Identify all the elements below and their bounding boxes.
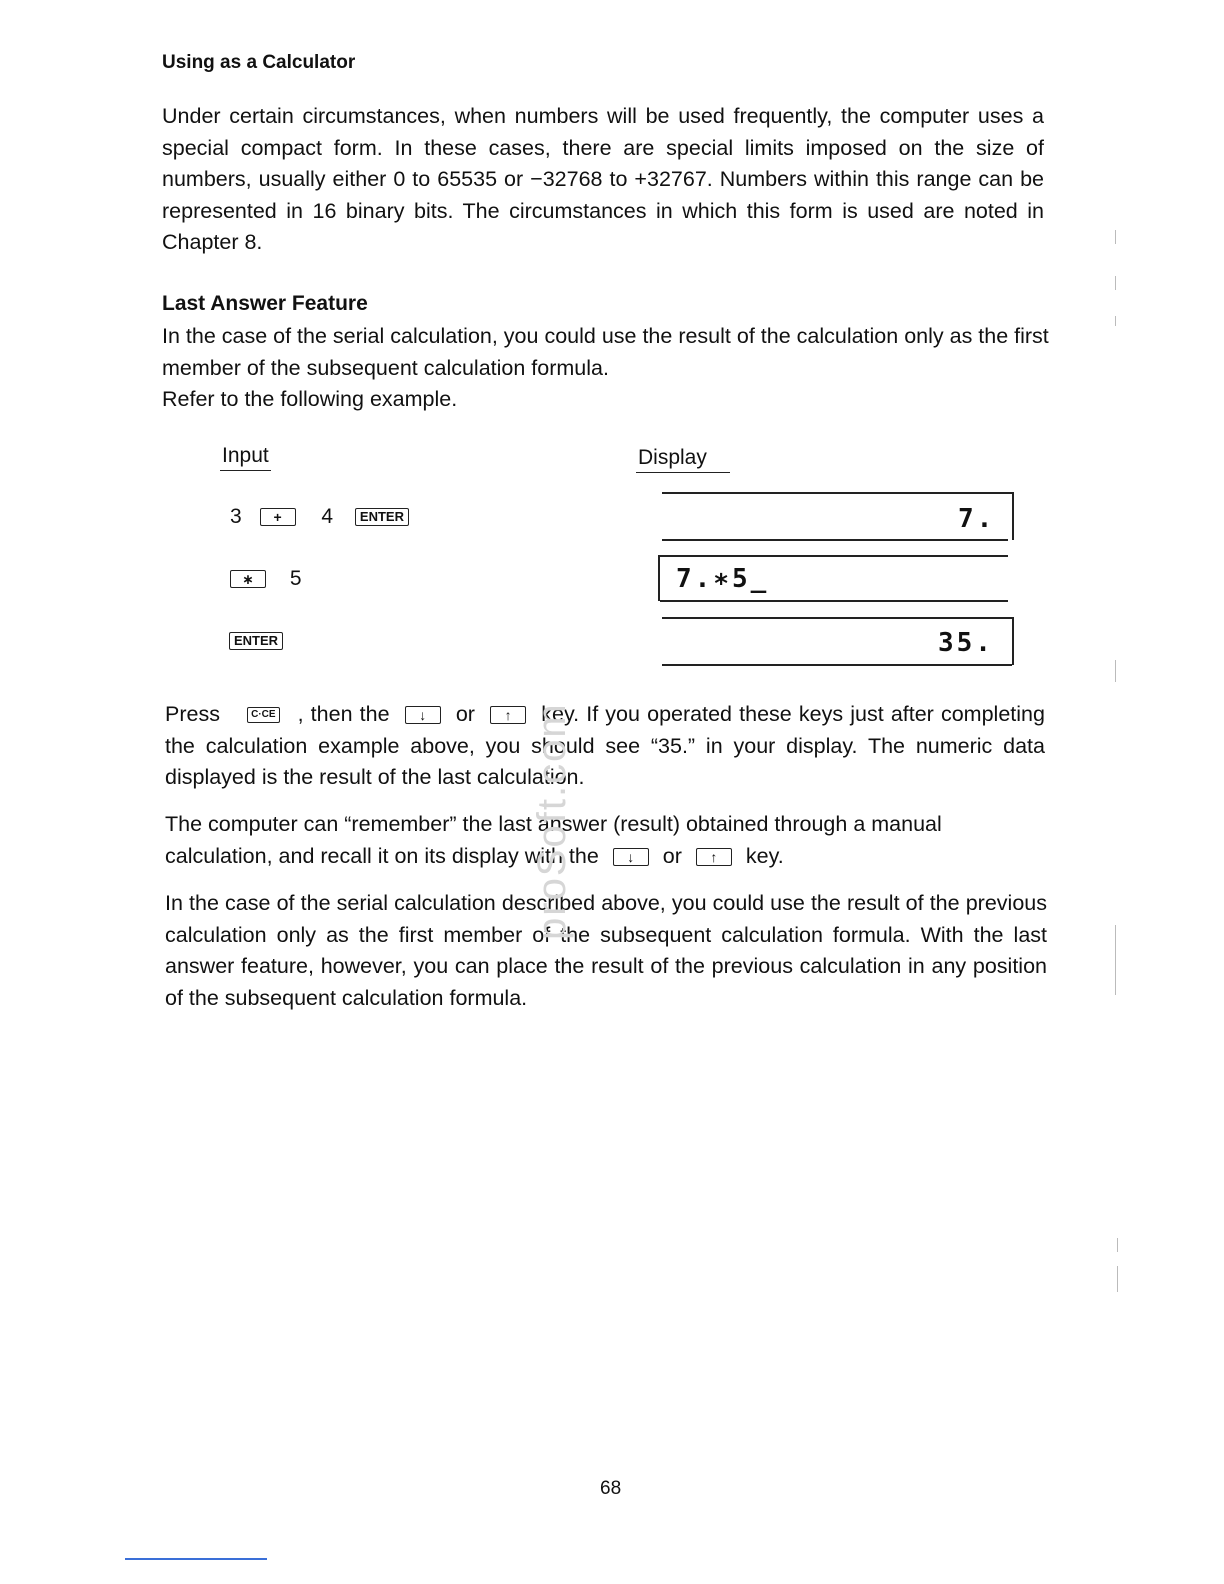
display-value: 35.: [938, 628, 994, 658]
plus-key: +: [260, 508, 296, 526]
display-header: Display: [636, 446, 730, 473]
then-the-text: , then the: [297, 702, 390, 726]
press-word: Press: [165, 702, 220, 726]
watermark: proSoft.com: [530, 702, 574, 940]
down-arrow-key: ↓: [405, 706, 441, 724]
section-title: Using as a Calculator: [162, 52, 356, 73]
final-paragraph: In the case of the serial calculation described above, you could use the result of the previous calculation only as the first member of the subsequent calculation formula. With the last answer feature, however, you can place the result of the previous calculation in any position of the subsequent calculation formula.: [165, 891, 1047, 1010]
up-arrow-key: ↑: [490, 706, 526, 724]
example-input-row-3: [229, 629, 283, 653]
or-text: or: [662, 843, 682, 868]
display-value: 7.∗5_: [676, 564, 770, 594]
enter-key: ENTER: [229, 632, 283, 650]
clear-key: C·CE: [247, 707, 279, 723]
subsection-title: Last Answer Feature: [162, 292, 368, 315]
remember-paragraph: [165, 809, 1050, 872]
press-paragraph: [165, 699, 1045, 794]
page-number: 68: [600, 1478, 622, 1499]
press-rest-text: key. If you operated these keys just after completing the calculation example above, you should see “35.” in your display. The numeric data displayed is the result of the last calculation.: [165, 702, 1045, 789]
example-input-row-1: [230, 505, 409, 529]
or-text: or: [455, 702, 475, 726]
feature-intro-line: Refer to the following example.: [162, 387, 458, 411]
input-number: 3: [230, 505, 242, 528]
up-arrow-key: ↑: [696, 848, 732, 866]
example-input-row-2: [230, 567, 302, 591]
key-word-text: key.: [745, 843, 784, 868]
feature-intro-line: In the case of the serial calculation, you could use the result of the calculation only as the first member of the subsequent calculation formula.: [162, 324, 1049, 380]
down-arrow-key: ↓: [613, 848, 649, 866]
display-value: 7.: [958, 504, 996, 534]
remember-text: The computer can “remember” the last answer (result) obtained through a manual calculation, and recall it on its display with the: [165, 812, 942, 868]
multiply-key: ∗: [230, 570, 266, 588]
enter-key: ENTER: [355, 508, 409, 526]
feature-intro: [162, 321, 1052, 416]
input-number: 5: [289, 567, 302, 590]
input-header: Input: [220, 444, 271, 471]
input-number: 4: [321, 505, 334, 528]
intro-paragraph: Under certain circumstances, when numbers will be used frequently, the computer uses a special compact form. In these cases, there are special limits imposed on the size of numbers, usually either 0 to 65535 or −32768 to +32767. Numbers within this range can be represented in 16 binary bits. The circumstances in which this form is used are noted in Chapter 8.: [162, 104, 1044, 254]
